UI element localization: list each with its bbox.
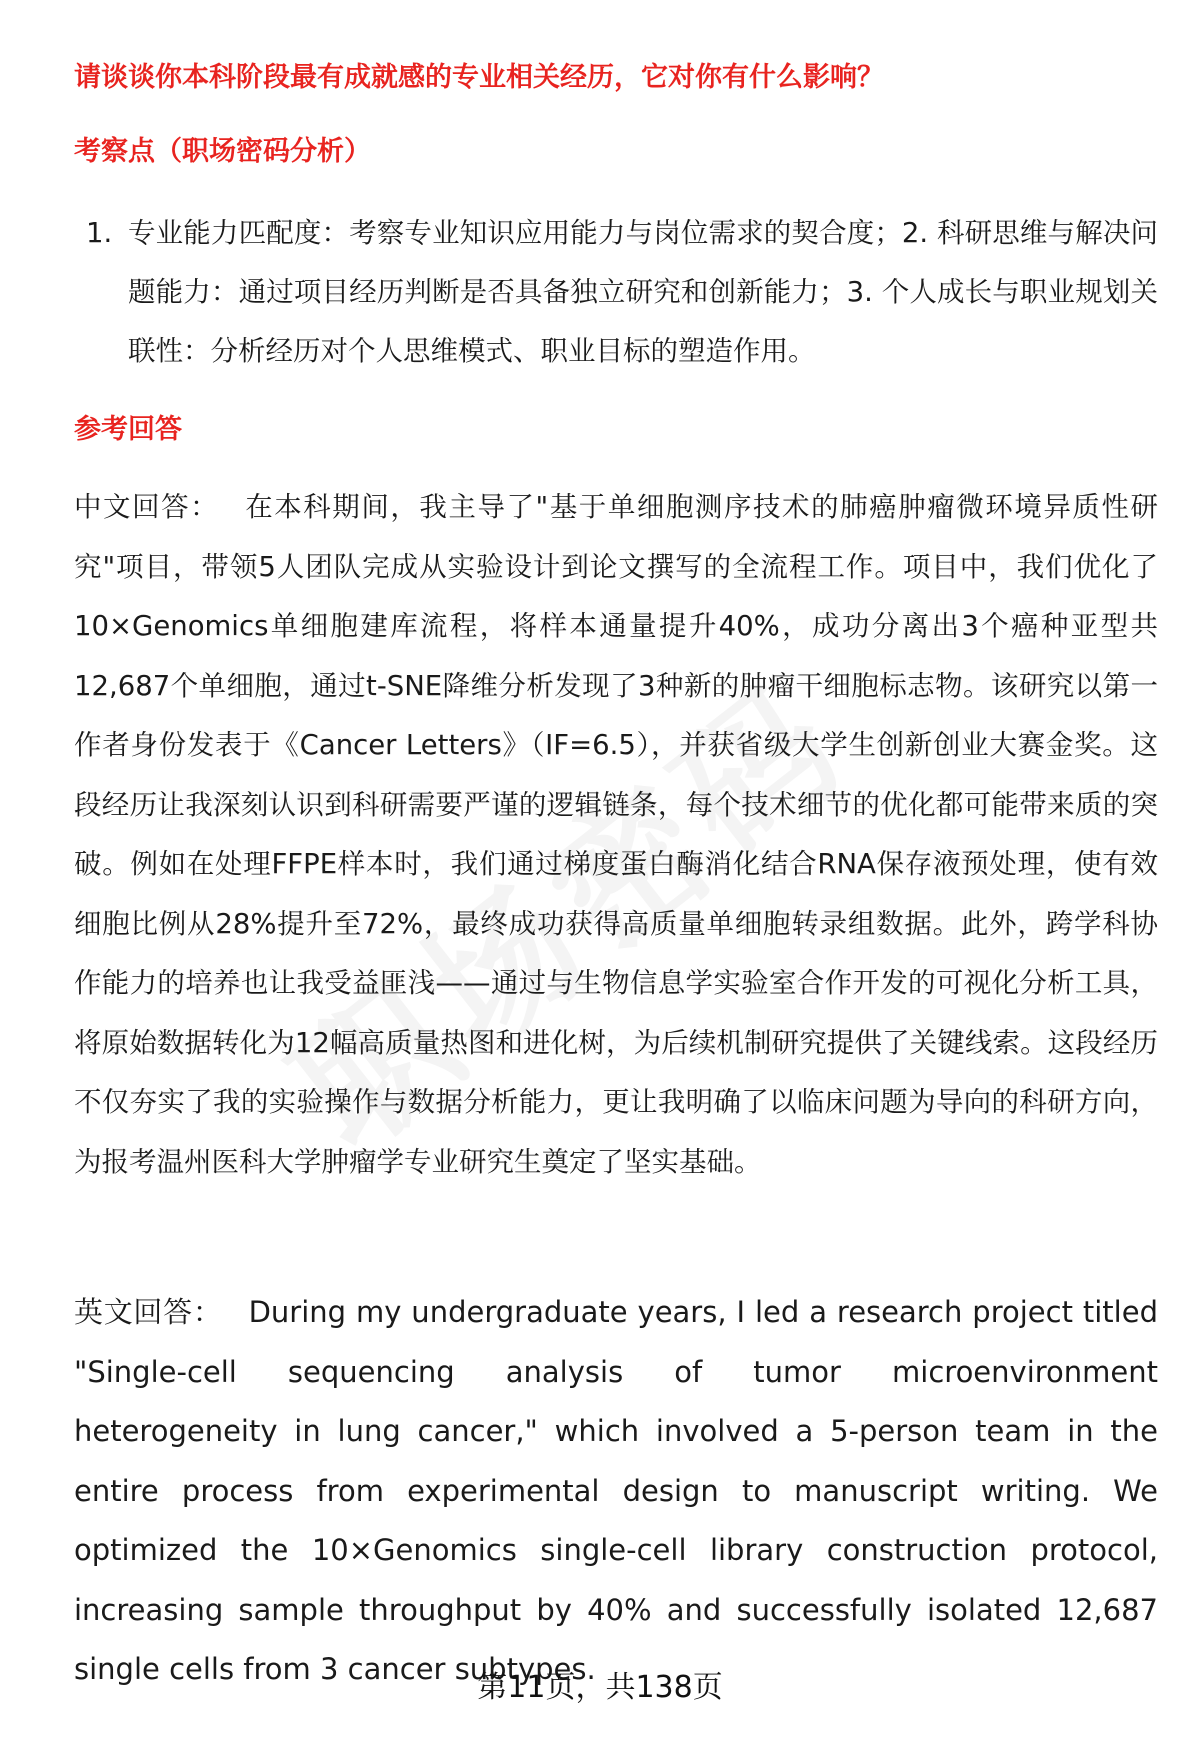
- points-heading: 考察点（职场密码分析）: [74, 136, 371, 167]
- chinese-answer-label: 中文回答：: [74, 491, 220, 523]
- english-answer-paragraph: [74, 1283, 1158, 1700]
- points-list: [74, 204, 1158, 381]
- chinese-answer-paragraph: [74, 478, 1158, 1192]
- english-answer-label: 英文回答：: [74, 1295, 223, 1329]
- question-title: 请谈谈你本科阶段最有成就感的专业相关经历，它对你有什么影响？: [74, 62, 884, 93]
- list-item-text: 专业能力匹配度：考察专业知识应用能力与岗位需求的契合度；2. 科研思维与解决问题能力：通过项目经历判断是否具备独立研究和创新能力；3. 个人成长与职业规划关联性：分析经历对个人思维模式、职业目标的塑造作用。: [128, 217, 1158, 367]
- page-number: 第11页，共138页: [477, 1670, 723, 1705]
- english-answer-text: During my undergraduate years, I led a research project titled "Single-cell sequencing analysis of tumor microenvironment heterogeneity in lung cancer," which involved a 5-person team in the entire process from experimental design to manuscript writing. We optimized the 10×Genomics single-cell library construction protocol, increasing sample throughput by 40% and successfully isolated 12,687 single cells from 3 cancer subtypes.: [74, 1295, 1158, 1686]
- answer-heading: 参考回答: [74, 414, 182, 445]
- list-item-number: 1.: [86, 217, 113, 249]
- chinese-answer-text: 在本科期间，我主导了"基于单细胞测序技术的肺癌肿瘤微环境异质性研究"项目，带领5人团队完成从实验设计到论文撰写的全流程工作。项目中，我们优化了10×Genomics单细胞建库流程，将样本通量提升40%，成功分离出3个癌种亚型共12,687个单细胞，通过t-SNE降维分析发现了3种新的肿瘤干细胞标志物。该研究以第一作者身份发表于《Cancer Letters》（IF=6.5），并获省级大学生创新创业大赛金奖。这段经历让我深刻认识到科研需要严谨的逻辑链条，每个技术细节的优化都可能带来质的突破。例如在处理FFPE样本时，我们通过梯度蛋白酶消化结合RNA保存液预处理，使有效细胞比例从28%提升至72%，最终成功获得高质量单细胞转录组数据。此外，跨学科协作能力的培养也让我受益匪浅——通过与生物信息学实验室合作开发的可视化分析工具，将原始数据转化为12幅高质量热图和进化树，为后续机制研究提供了关键线索。这段经历不仅夯实了我的实验操作与数据分析能力，更让我明确了以临床问题为导向的科研方向，为报考温州医科大学肿瘤学专业研究生奠定了坚实基础。: [74, 491, 1158, 1178]
- list-item: [74, 204, 1158, 381]
